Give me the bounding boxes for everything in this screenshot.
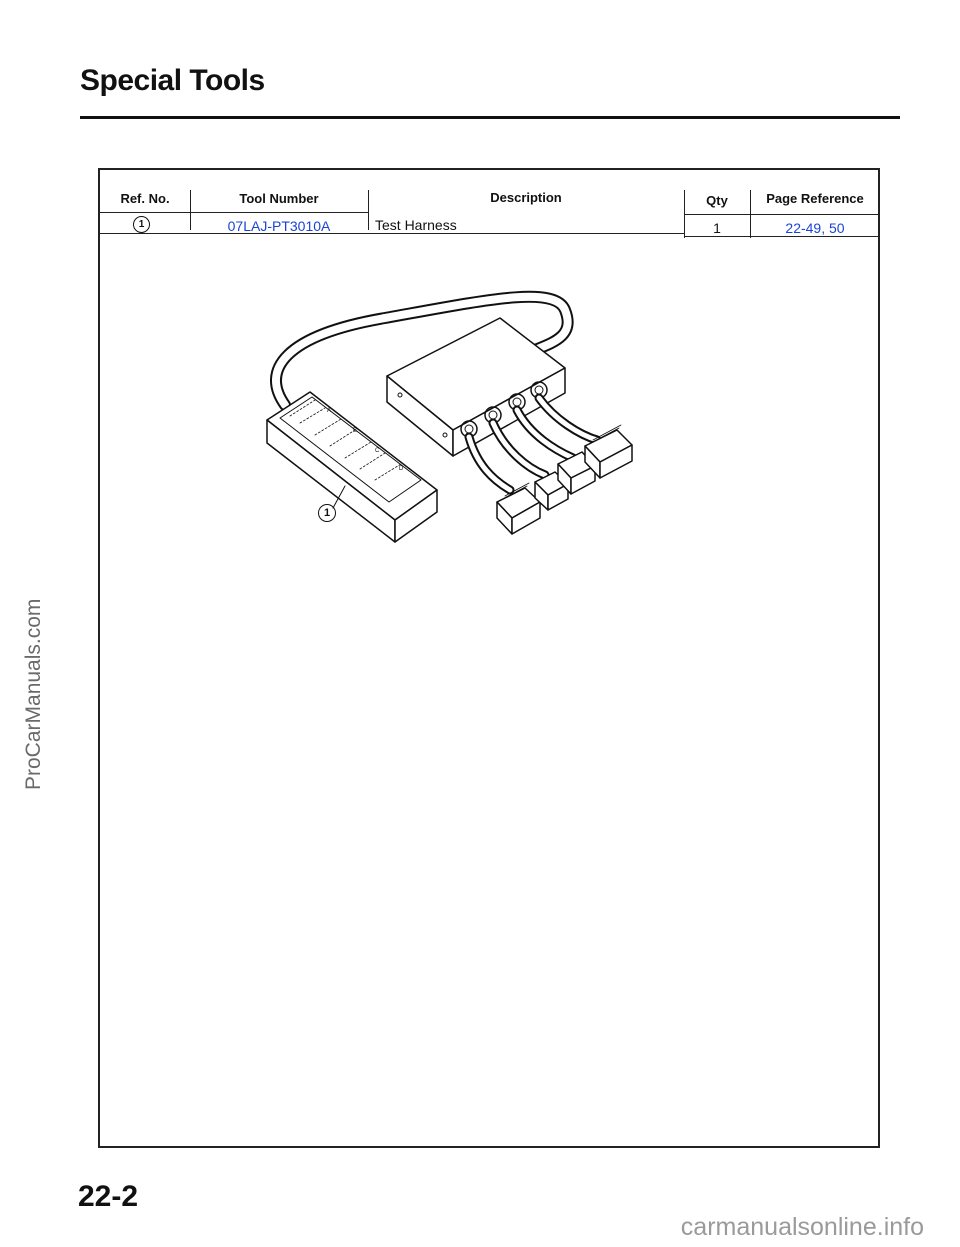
connector-label-a: A: [327, 408, 332, 414]
connector-label-d: D: [399, 466, 404, 472]
page-number: 22-2: [78, 1180, 139, 1213]
callout-ref-badge: 1: [318, 504, 336, 522]
connector-label-b: B: [353, 428, 358, 434]
col-header-page-reference: Page Reference: [766, 191, 864, 206]
tool-number-link[interactable]: 07LAJ-PT3010A: [227, 218, 331, 234]
col-header-tool-number: Tool Number: [239, 191, 319, 206]
header-underline: [100, 212, 368, 213]
row-underline: [684, 236, 880, 237]
page-reference-link[interactable]: 22-49, 50: [785, 220, 845, 236]
col-divider: [368, 190, 369, 230]
col-header-qty: Qty: [706, 193, 728, 208]
header-underline: [684, 214, 880, 215]
row-underline: [100, 233, 684, 234]
col-header-ref-no: Ref. No.: [120, 191, 170, 206]
connector-label-c: C: [375, 448, 380, 454]
title-rule: [80, 116, 900, 119]
test-harness-illustration: [255, 280, 655, 550]
page-title: Special Tools: [80, 64, 265, 97]
connector-plug-4: [585, 425, 632, 478]
tool-description: Test Harness: [375, 217, 457, 233]
col-header-description: Description: [490, 190, 562, 205]
footer-site-link[interactable]: carmanualsonline.info: [680, 1213, 924, 1241]
ref-number-badge: 1: [133, 216, 150, 233]
tool-qty: 1: [713, 220, 721, 236]
watermark-text: ProCarManuals.com: [22, 598, 45, 790]
